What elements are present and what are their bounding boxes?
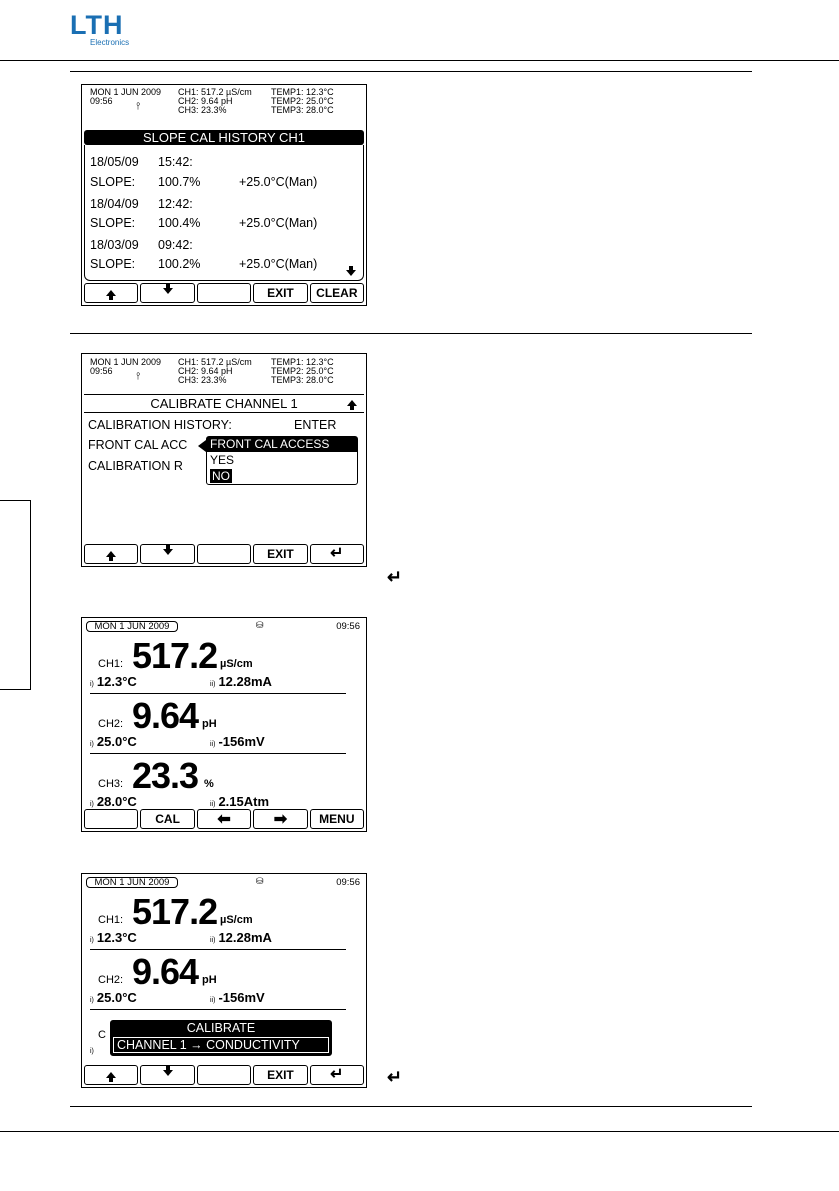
channel-3-sub2: ii) 2.15Atm bbox=[210, 794, 270, 809]
blank-button[interactable] bbox=[197, 283, 251, 303]
entry-1-value: 100.7% bbox=[158, 175, 201, 189]
status-temp2: TEMP2: 25.0°C bbox=[271, 366, 334, 376]
channel-1-sub2: ii) 12.28mA bbox=[210, 930, 272, 945]
popup-option-yes[interactable]: YES bbox=[210, 453, 235, 467]
section-rule-1 bbox=[70, 71, 752, 72]
entry-1-label: SLOPE: bbox=[90, 175, 136, 189]
status-bar bbox=[82, 85, 366, 125]
arrow-down-icon bbox=[163, 549, 173, 555]
exit-button[interactable]: EXIT bbox=[253, 1065, 307, 1085]
blank-button[interactable] bbox=[84, 809, 138, 829]
softkey-bar bbox=[84, 1065, 364, 1085]
channel-3-unit: % bbox=[204, 778, 214, 790]
status-date: MON 1 JUN 2009 bbox=[90, 87, 162, 97]
channel-1-sub1: i) 12.3°C bbox=[90, 674, 137, 689]
channel-2-sub2: ii) -156mV bbox=[210, 734, 265, 749]
clear-button[interactable]: CLEAR bbox=[310, 283, 364, 303]
pointer-left-icon bbox=[198, 440, 206, 452]
entry-1-date: 18/05/09 bbox=[90, 155, 139, 169]
channel-2-sub1: i) 25.0°C bbox=[90, 734, 137, 749]
channel-2-label: CH2: bbox=[98, 718, 124, 730]
channel-1-sub2: ii) 12.28mA bbox=[210, 674, 272, 689]
channel-2-sub1: i) 25.0°C bbox=[90, 990, 137, 1005]
entry-2-label: SLOPE: bbox=[90, 216, 136, 230]
popup-option-channel-1[interactable]: CHANNEL 1 → CONDUCTIVITY bbox=[113, 1037, 329, 1053]
softkey-bar bbox=[84, 809, 364, 829]
down-button[interactable] bbox=[140, 544, 194, 564]
channel-2-unit: pH bbox=[202, 974, 217, 986]
down-button[interactable] bbox=[140, 283, 194, 303]
softkey-bar bbox=[84, 544, 364, 564]
calibrate-popup bbox=[110, 1020, 332, 1056]
status-time: 09:56 bbox=[90, 366, 113, 376]
section-rule-3 bbox=[70, 1106, 752, 1107]
entry-3-time: 09:42: bbox=[158, 238, 193, 252]
scroll-up-icon bbox=[347, 400, 357, 406]
blank-button[interactable] bbox=[197, 1065, 251, 1085]
entry-3-label: SLOPE: bbox=[90, 257, 136, 271]
channel-1-value: 517.2 bbox=[132, 635, 218, 676]
channel-2-value: 9.64 bbox=[132, 695, 199, 736]
screen-title: SLOPE CAL HISTORY CH1 bbox=[84, 130, 364, 145]
scroll-down-icon bbox=[346, 266, 356, 272]
entry-2-value: 100.4% bbox=[158, 216, 201, 230]
header-rule bbox=[0, 60, 839, 61]
channel-divider bbox=[90, 753, 346, 754]
channel-2-label: CH2: bbox=[98, 974, 124, 986]
lth-logo bbox=[70, 12, 150, 46]
sidebar-tab bbox=[0, 500, 31, 690]
entry-1-time: 15:42: bbox=[158, 155, 193, 169]
arrow-up-icon bbox=[106, 1072, 116, 1078]
channel-2-unit: pH bbox=[202, 718, 217, 730]
arrow-up-icon bbox=[106, 290, 116, 296]
status-temp3: TEMP3: 28.0°C bbox=[271, 375, 334, 385]
channel-1-label: CH1: bbox=[98, 914, 124, 926]
main-date: MON 1 JUN 2009 bbox=[86, 877, 178, 888]
exit-button[interactable]: EXIT bbox=[253, 544, 307, 564]
screen-title: CALIBRATE CHANNEL 1 bbox=[84, 394, 364, 413]
arrow-right-icon: ➡ bbox=[273, 811, 288, 828]
footer-rule bbox=[0, 1131, 839, 1132]
entry-2-time: 12:42: bbox=[158, 197, 193, 211]
status-ch2: CH2: 9.64 pH bbox=[178, 96, 233, 106]
probe-icon: ⫯ bbox=[136, 101, 141, 112]
entry-3-date: 18/03/09 bbox=[90, 238, 139, 252]
status-ch3: CH3: 23.3% bbox=[178, 375, 227, 385]
status-bar bbox=[82, 354, 366, 394]
calibration-history-value: ENTER bbox=[294, 418, 337, 432]
status-ch1: CH1: 517.2 µS/cm bbox=[178, 87, 252, 97]
entry-3-value: 100.2% bbox=[158, 257, 201, 271]
front-cal-access-popup bbox=[206, 436, 358, 485]
main-time: 09:56 bbox=[336, 877, 360, 888]
blank-button[interactable] bbox=[197, 544, 251, 564]
channel-1-row bbox=[82, 636, 366, 696]
entry-3-temp: +25.0°C(Man) bbox=[239, 257, 318, 271]
status-temp3: TEMP3: 28.0°C bbox=[271, 105, 334, 115]
channel-divider bbox=[90, 1009, 346, 1010]
right-button[interactable] bbox=[253, 809, 307, 829]
front-cal-access-label[interactable]: FRONT CAL ACC bbox=[88, 438, 188, 452]
logo-subtext: Electronics bbox=[90, 38, 130, 47]
logo-text: LTH bbox=[70, 10, 124, 40]
arrow-left-icon: ⬅ bbox=[217, 811, 231, 828]
partial-channel-label: C bbox=[98, 1029, 106, 1041]
calibration-history-label[interactable]: CALIBRATION HISTORY: bbox=[88, 418, 232, 432]
up-button[interactable] bbox=[84, 1065, 138, 1085]
menu-button[interactable]: MENU bbox=[310, 809, 364, 829]
status-temp2: TEMP2: 25.0°C bbox=[271, 96, 334, 106]
cal-button[interactable]: CAL bbox=[140, 809, 194, 829]
enter-button[interactable] bbox=[310, 1065, 364, 1085]
calibration-r-label[interactable]: CALIBRATION R bbox=[88, 459, 183, 473]
arrow-down-icon bbox=[163, 288, 173, 294]
enter-icon: ↵ bbox=[330, 545, 344, 562]
channel-1-sub1: i) 12.3°C bbox=[90, 930, 137, 945]
channel-1-row bbox=[82, 892, 366, 952]
screen-calibrate-select bbox=[81, 873, 367, 1088]
channel-1-unit: µS/cm bbox=[220, 658, 253, 670]
popup-option-no[interactable]: NO bbox=[212, 469, 230, 483]
softkey-bar bbox=[84, 283, 364, 303]
status-date: MON 1 JUN 2009 bbox=[90, 357, 162, 367]
status-temp1: TEMP1: 12.3°C bbox=[271, 357, 334, 367]
channel-1-value: 517.2 bbox=[132, 891, 218, 932]
channel-1-unit: µS/cm bbox=[220, 914, 253, 926]
arrow-down-icon bbox=[163, 1070, 173, 1076]
down-button[interactable] bbox=[140, 1065, 194, 1085]
status-ch3: CH3: 23.3% bbox=[178, 105, 227, 115]
channel-3-row bbox=[82, 756, 366, 816]
status-ch1: CH1: 517.2 µS/cm bbox=[178, 357, 252, 367]
main-time: 09:56 bbox=[336, 621, 360, 632]
enter-button[interactable] bbox=[310, 544, 364, 564]
channel-3-sub1: i) 28.0°C bbox=[90, 794, 137, 809]
channel-3-value: 23.3 bbox=[132, 755, 199, 796]
entry-1-temp: +25.0°C(Man) bbox=[239, 175, 318, 189]
status-ch2: CH2: 9.64 pH bbox=[178, 366, 233, 376]
screen-main-display bbox=[81, 617, 367, 832]
arrow-up-icon bbox=[106, 551, 116, 557]
channel-divider bbox=[90, 949, 346, 950]
section-rule-2 bbox=[70, 333, 752, 334]
channel-2-row bbox=[82, 952, 366, 1012]
partial-sub-label: i) bbox=[90, 1048, 94, 1055]
up-button[interactable] bbox=[84, 283, 138, 303]
channel-1-label: CH1: bbox=[98, 658, 124, 670]
popup-title: CALIBRATE bbox=[111, 1021, 331, 1036]
main-date: MON 1 JUN 2009 bbox=[86, 621, 178, 632]
channel-2-sub2: ii) -156mV bbox=[210, 990, 265, 1005]
lock-icon: ⛁ bbox=[256, 876, 264, 886]
channel-2-row bbox=[82, 696, 366, 756]
screen-slope-cal-history bbox=[81, 84, 367, 306]
enter-icon: ↵ bbox=[387, 1067, 403, 1087]
channel-3-label: CH3: bbox=[98, 778, 124, 790]
probe-icon: ⫯ bbox=[136, 371, 141, 382]
channel-2-value: 9.64 bbox=[132, 951, 199, 992]
up-button[interactable] bbox=[84, 544, 138, 564]
left-button[interactable] bbox=[197, 809, 251, 829]
entry-2-date: 18/04/09 bbox=[90, 197, 139, 211]
channel-divider bbox=[90, 693, 346, 694]
status-time: 09:56 bbox=[90, 96, 113, 106]
enter-icon: ↵ bbox=[330, 1066, 344, 1083]
status-temp1: TEMP1: 12.3°C bbox=[271, 87, 334, 97]
exit-button[interactable]: EXIT bbox=[253, 283, 307, 303]
popup-title: FRONT CAL ACCESS bbox=[207, 437, 357, 452]
enter-icon: ↵ bbox=[387, 567, 403, 587]
lock-icon: ⛁ bbox=[256, 620, 264, 630]
entry-2-temp: +25.0°C(Man) bbox=[239, 216, 318, 230]
screen-calibrate-channel bbox=[81, 353, 367, 567]
